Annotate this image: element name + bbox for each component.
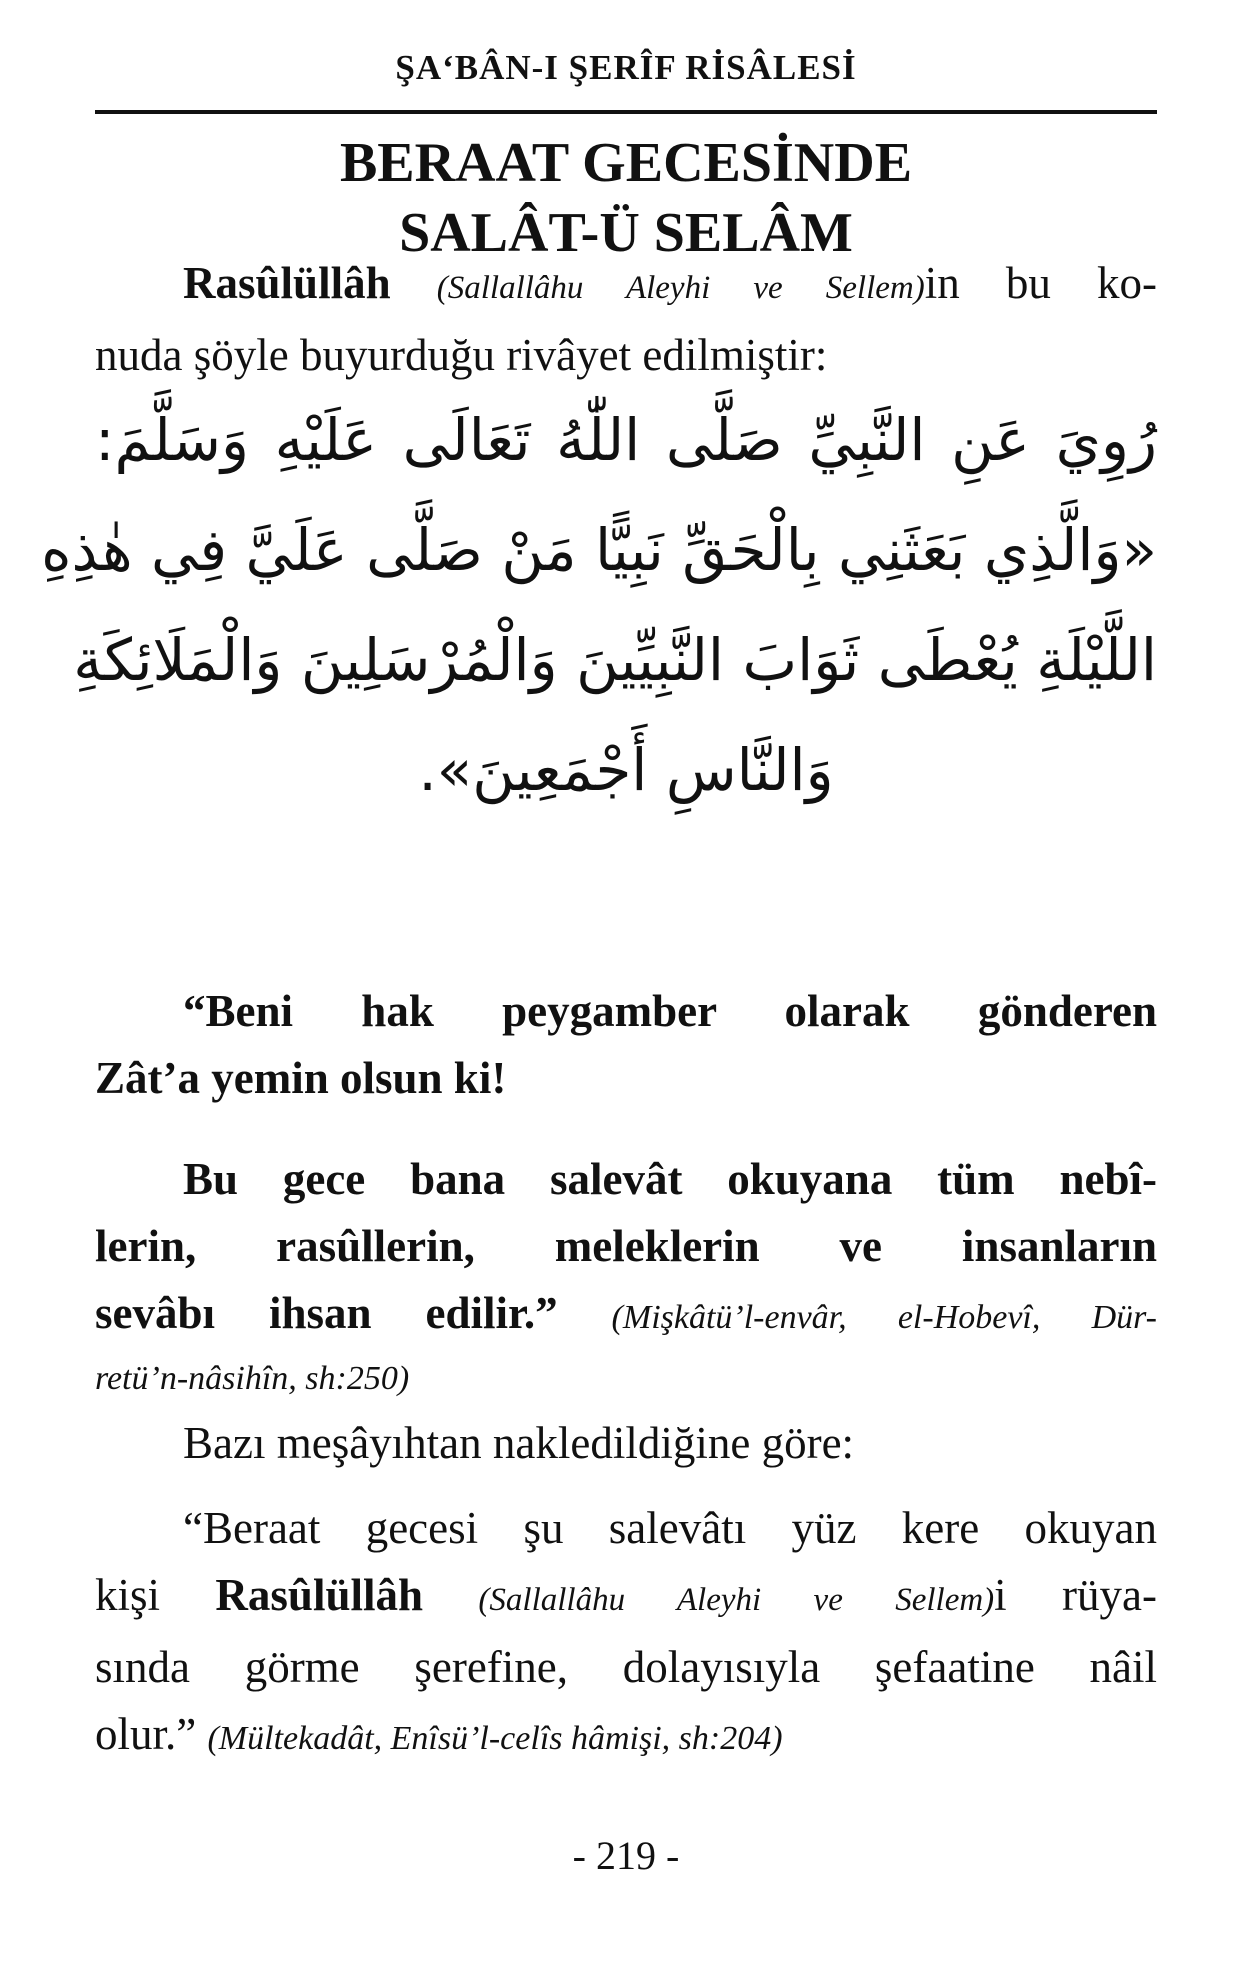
narration-paragraph-1 xyxy=(95,1410,1157,1477)
translation-p2-line-3 xyxy=(95,1280,1157,1351)
section-title-line-2: SALÂT-Ü SELÂM xyxy=(399,202,853,264)
book-page xyxy=(41,0,1158,1978)
section-title-line-1: BERAAT GECESİNDE xyxy=(339,132,913,194)
narration-p4-line-2-a: kişi xyxy=(95,1570,161,1620)
narration-p4-line-4-main: olur.” xyxy=(95,1709,197,1759)
intro-line-1-rest: in bu ko- xyxy=(924,258,1157,308)
section-title xyxy=(95,128,1157,268)
running-head: ŞA‘BÂN-I ŞERÎF RİSÂLESİ xyxy=(395,48,857,87)
intro-paragraph xyxy=(95,250,1157,389)
arabic-line-4: وَالنَّاسِ أَجْمَعِينَ». xyxy=(418,736,834,804)
citation-mishkat-cont: retü’n-nâsihîn, sh:250) xyxy=(95,1360,410,1397)
translation-p2-line-1: Bu gece bana salevât okuyana tüm nebî- xyxy=(183,1154,1157,1204)
honorific: (Sallallâhu Aleyhi ve Sellem) xyxy=(436,270,925,306)
header-rule xyxy=(95,110,1157,114)
translation-p1-line-2: Zât’a yemin olsun ki! xyxy=(95,1053,507,1103)
narration-p4-line-3: sında görme şerefine, dolayısıyla şefaatine nâil xyxy=(95,1642,1157,1692)
prophet-name: Rasûlüllâh xyxy=(183,258,391,308)
page-number: - 219 - xyxy=(572,1833,680,1878)
translation-paragraph-2 xyxy=(95,1146,1157,1407)
arabic-line-2: «وَالَّذِي بَعَثَنِي بِالْحَقِّ نَبِيًّا مَنْ صَلَّى عَلَيَّ فِي هٰذِهِ xyxy=(41,516,1157,584)
translation-p2-line-3-main: sevâbı ihsan edilir.” xyxy=(95,1288,558,1338)
narration-p4-line-1: “Beraat gecesi şu salevâtı yüz kere okuyan xyxy=(183,1503,1157,1553)
narration-p3: Bazı meşâyıhtan nakledildiğine göre: xyxy=(183,1418,855,1468)
citation-multekadat: (Mültekadât, Enîsü’l-celîs hâmişi, sh:204) xyxy=(207,1720,783,1757)
intro-line-2: nuda şöyle buyurduğu rivâyet edilmiştir: xyxy=(95,330,828,380)
translation-p2-line-2: lerin, rasûllerin, meleklerin ve insanların xyxy=(95,1221,1157,1271)
arabic-hadith xyxy=(41,385,1157,825)
prophet-name-2: Rasûlüllâh xyxy=(215,1570,424,1620)
narration-p4-line-2 xyxy=(95,1562,1157,1634)
narration-paragraph-2 xyxy=(95,1495,1157,1772)
honorific-2: (Sallallâhu Aleyhi ve Sellem) xyxy=(478,1582,995,1618)
arabic-line-1: رُوِيَ عَنِ النَّبِيِّ صَلَّى اللّٰهُ تَعَالَى عَلَيْهِ وَسَلَّمَ: xyxy=(95,406,1157,474)
intro-line-1 xyxy=(95,250,1157,322)
translation-p1-line-1: “Beni hak peygamber olarak gönderen xyxy=(183,986,1157,1036)
translation-paragraph-1 xyxy=(95,978,1157,1112)
narration-p4-line-4 xyxy=(95,1701,1157,1772)
arabic-line-3: اللَّيْلَةِ يُعْطَى ثَوَابَ النَّبِيِّينَ وَالْمُرْسَلِينَ وَالْمَلَائِكَةِ xyxy=(73,626,1157,694)
citation-mishkat: (Mişkâtü’l-envâr, el-Hobevî, Dür- xyxy=(611,1299,1158,1336)
narration-p4-line-2-b: i rüya- xyxy=(994,1570,1158,1620)
